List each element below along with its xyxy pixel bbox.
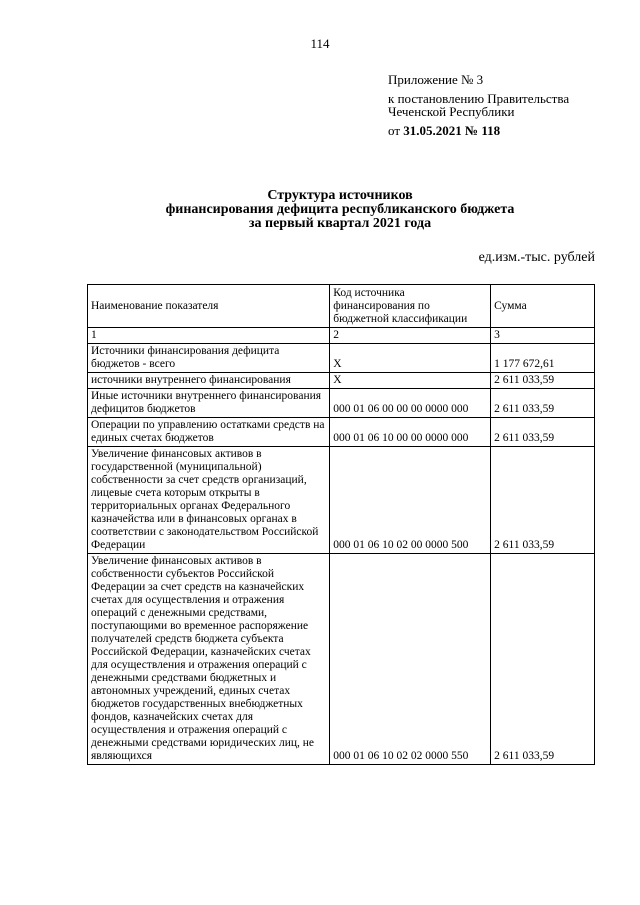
- table-row: [88, 447, 595, 554]
- header-code: Код источника финансирования по бюджетной классификации: [330, 285, 491, 328]
- appendix-resolution: к постановлению Правительства: [388, 91, 570, 106]
- table-row: [88, 373, 595, 389]
- table-row: [88, 554, 595, 765]
- header-name: Наименование показателя: [88, 285, 330, 328]
- sources-table: [87, 284, 595, 765]
- appendix-government: Чеченской Республики: [388, 104, 515, 119]
- appendix-date: [388, 124, 569, 137]
- row-sum: 2 611 033,59: [491, 447, 595, 554]
- page-number: 114: [310, 36, 330, 51]
- appendix-title: Приложение № 3: [388, 72, 484, 87]
- appendix-date-prefix: от: [388, 123, 404, 138]
- header-sum: Сумма: [491, 285, 595, 328]
- column-number-row: [88, 328, 595, 344]
- row-name: Операции по управлению остатками средств на единых счетах бюджетов: [88, 418, 330, 447]
- row-name: Иные источники внутреннего финансирования дефицитов бюджетов: [88, 389, 330, 418]
- table-row: [88, 418, 595, 447]
- row-code: 000 01 06 10 02 02 0000 550: [330, 554, 491, 765]
- row-code: Х: [330, 373, 491, 389]
- title-line-2: финансирования дефицита республиканского бюджета: [165, 202, 515, 217]
- row-sum: 2 611 033,59: [491, 418, 595, 447]
- column-number: 1: [88, 328, 330, 344]
- table-row: [88, 344, 595, 373]
- table-row: [88, 389, 595, 418]
- row-sum: 1 177 672,61: [491, 344, 595, 373]
- appendix-date-value: 31.05.2021 № 118: [403, 123, 501, 138]
- row-code: 000 01 06 00 00 00 0000 000: [330, 389, 491, 418]
- row-name: источники внутреннего финансирования: [88, 373, 330, 389]
- row-code: 000 01 06 10 00 00 0000 000: [330, 418, 491, 447]
- row-name: Увеличение финансовых активов в государственной (муниципальной) собственности за счет средств организаций, лицевые счета которым открыты в территориальных органах Федерального казначейства или в финансовых органах в соответствии с законодательством Российской Федерации: [88, 447, 330, 554]
- appendix-block: [388, 73, 569, 137]
- row-name: Увеличение финансовых активов в собственности субъектов Российской Федерации за счет средств на казначейских счетах для осуществления и отражения операций с денежными средствами, поступающими во временное распоряжение получателей средств бюджета субъекта Российской Федерации, казначейских счетах для осуществления и отражения операций с денежными средствами бюджетных и автономных учреждений, единых счетах бюджетов государственных внебюджетных фондов, казначейских счетах для осуществления и отражения операций с денежными средствами юридических лиц, не являющихся: [88, 554, 330, 765]
- title-line-1: Структура источников: [267, 188, 413, 203]
- units-label: ед.изм.-тыс. рублей: [478, 250, 595, 265]
- title-line-3: за первый квартал 2021 года: [248, 216, 432, 231]
- row-code: Х: [330, 344, 491, 373]
- row-sum: 2 611 033,59: [491, 554, 595, 765]
- document-title: [0, 189, 640, 231]
- row-name: Источники финансирования дефицита бюджетов - всего: [88, 344, 330, 373]
- column-number: 2: [330, 328, 491, 344]
- column-number: 3: [491, 328, 595, 344]
- table-header-row: [88, 285, 595, 328]
- row-sum: 2 611 033,59: [491, 389, 595, 418]
- row-code: 000 01 06 10 02 00 0000 500: [330, 447, 491, 554]
- row-sum: 2 611 033,59: [491, 373, 595, 389]
